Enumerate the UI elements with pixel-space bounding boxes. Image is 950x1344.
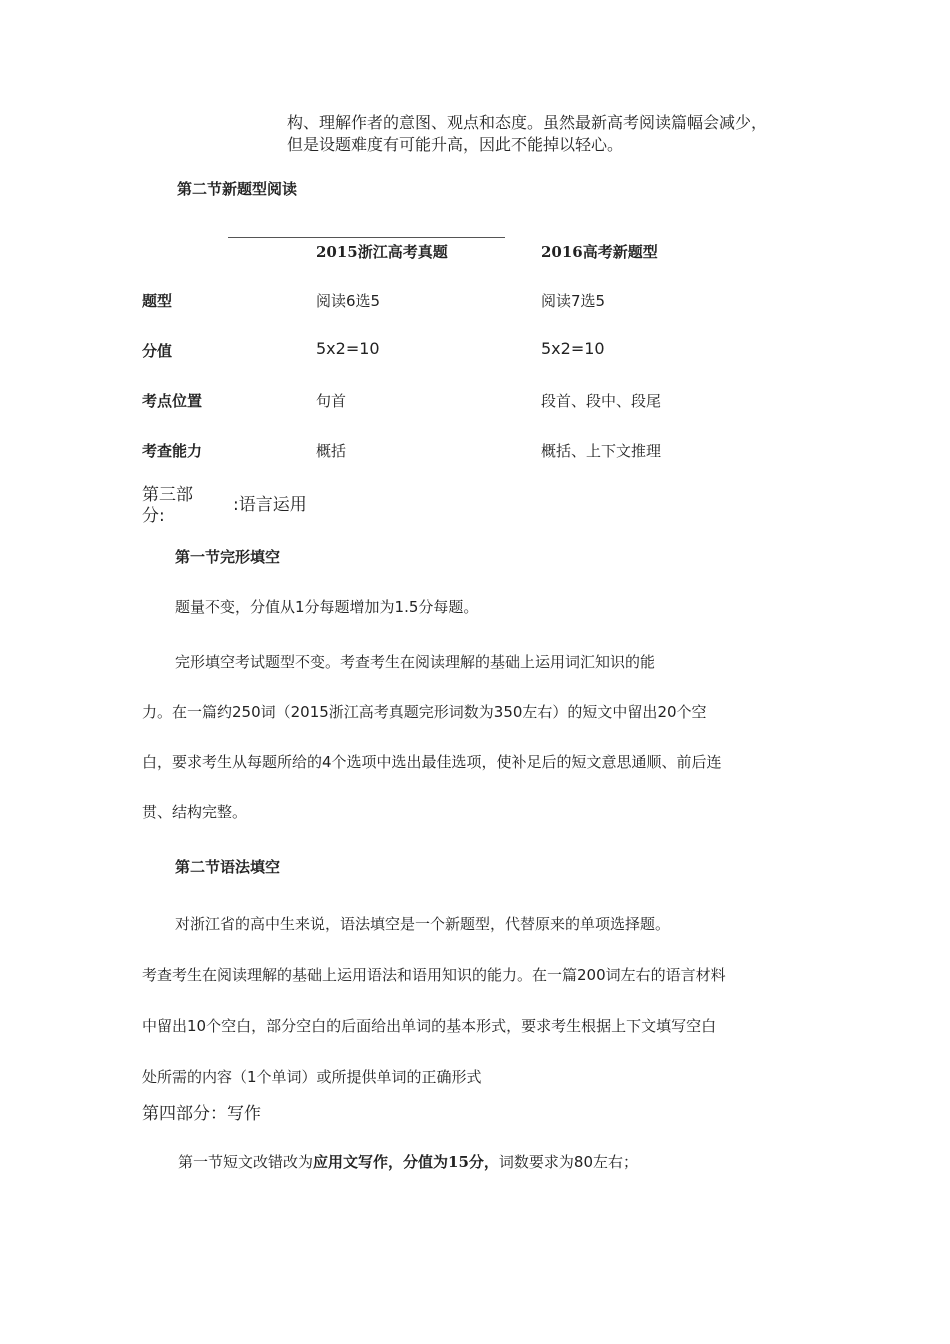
part3-title: :语言运用: [233, 495, 307, 515]
table-row-label: 分值: [142, 342, 173, 360]
table-cell: 段首、段中、段尾: [541, 392, 662, 410]
grammar-paragraph-line: 对浙江省的高中生来说，语法填空是一个新题型，代替原来的单项选择题。: [175, 915, 671, 933]
part4-title: 第四部分：写作: [142, 1104, 261, 1124]
section-heading-grammar: 第二节语法填空: [175, 858, 281, 876]
cloze-paragraph-2-line: 力。在一篇约250词（2015浙江高考真题完形词数为350左右）的短文中留出20个空: [142, 703, 707, 721]
part4-line-bold-segment-2: 分，: [468, 1153, 499, 1171]
grammar-paragraph-line: 考查考生在阅读理解的基础上运用语法和语用知识的能力。在一篇200词左右的语言材料: [142, 966, 726, 984]
table-top-rule: [228, 237, 505, 238]
table-cell: 概括、上下文推理: [541, 442, 662, 460]
cloze-paragraph-2-line: 白，要求考生从每题所给的4个选项中选出最佳选项，使补足后的短文意思通顺、前后连: [142, 753, 722, 771]
grammar-paragraph-line: 处所需的内容（1个单词）或所提供单词的正确形式: [142, 1068, 482, 1086]
table-cell: 句首: [316, 392, 347, 410]
intro-line-2: 但是设题难度有可能升高，因此不能掉以轻心。: [287, 135, 624, 154]
intro-line-1: 构、理解作者的意图、观点和态度。虽然最新高考阅读篇幅会减少，: [287, 113, 768, 132]
table-cell: 5x2=10: [316, 339, 380, 358]
table-cell: 概括: [316, 442, 347, 460]
part4-line-tail: 词数要求为80左右；: [498, 1153, 639, 1171]
part3-label-line-2: 分:: [142, 506, 165, 526]
cloze-paragraph-1: 题量不变，分值从1分每题增加为1.5分每题。: [175, 598, 479, 616]
part3-label-line-1: 第三部: [142, 485, 193, 505]
section-heading-cloze: 第一节完形填空: [175, 548, 281, 566]
grammar-paragraph-line: 中留出10个空白，部分空白的后面给出单词的基本形式，要求考生根据上下文填写空白: [142, 1017, 717, 1035]
section-heading-new-reading: 第二节新题型阅读: [177, 180, 298, 198]
table-header-2015: 2015浙江高考真题: [316, 243, 448, 261]
table-row-label: 题型: [142, 292, 173, 310]
part4-line: [178, 1151, 638, 1172]
table-cell: 阅读7选5: [541, 292, 606, 310]
table-row-label: 考查能力: [142, 442, 203, 460]
part4-line-bold-segment: 应用文写作，分值为: [313, 1153, 449, 1171]
table-cell: 5x2=10: [541, 339, 605, 358]
cloze-paragraph-2-line: 贯、结构完整。: [142, 803, 248, 821]
table-cell: 阅读6选5: [316, 292, 381, 310]
part4-line-score: 15: [448, 1153, 469, 1171]
table-header-2016: 2016高考新题型: [541, 243, 658, 261]
cloze-paragraph-2-line: 完形填空考试题型不变。考查考生在阅读理解的基础上运用词汇知识的能: [175, 653, 656, 671]
part4-line-segment: 第一节短文改错改为: [178, 1153, 314, 1171]
table-row-label: 考点位置: [142, 392, 203, 410]
